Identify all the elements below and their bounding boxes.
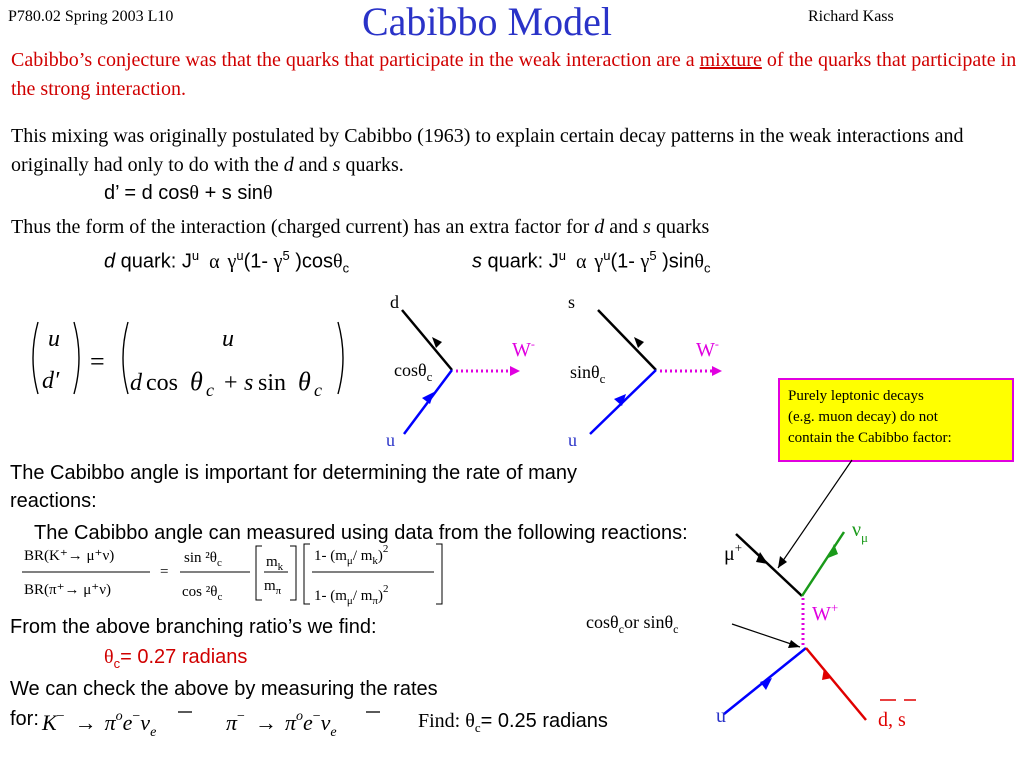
diagram3-ds-label: d, s bbox=[878, 709, 906, 731]
note-pointer-line bbox=[778, 460, 852, 568]
diagram2-top-label: s bbox=[568, 292, 576, 312]
ratio-equals: = bbox=[160, 564, 169, 580]
dprime-expression bbox=[130, 367, 322, 400]
d-quark-current: d quark: $J^u$ α $\gamma^u(1-$ $\gamma^5$ )cosθ$_c$ bbox=[104, 248, 350, 276]
page-title: Cabibbo Model bbox=[362, 0, 612, 44]
check-text-line2: for: bbox=[10, 708, 39, 730]
diagram1-coupling: cosθ$_c$ bbox=[394, 360, 433, 384]
left-vector-close-paren bbox=[74, 322, 79, 394]
mixture-term: mixture bbox=[699, 49, 762, 71]
s-quark-arrow-icon bbox=[634, 337, 644, 348]
diagram2-boson: W- bbox=[696, 337, 719, 361]
svg-text:d: d bbox=[130, 370, 142, 396]
branching-ratio-formula bbox=[20, 540, 460, 610]
vector-u: u bbox=[48, 326, 60, 352]
coupling-pointer-arrow-icon bbox=[788, 640, 800, 648]
intro-paragraph: Cabibbo’s conjecture was that the quarks that participate in the weak interaction are a mixture of the quarks that participate in the strong interaction. bbox=[11, 49, 1017, 100]
w-boson-arrow-icon bbox=[510, 366, 520, 376]
semileptonic-reactions bbox=[40, 700, 400, 750]
vector-dprime: d′ bbox=[42, 368, 60, 394]
neutrino-label: $\nu_\mu$ bbox=[852, 519, 869, 545]
reaction-kaon: $K^- \to \pi^oe^-\nu_e$ bbox=[42, 709, 157, 740]
diagram1-boson: W- bbox=[512, 337, 535, 361]
svg-text:s: s bbox=[244, 370, 254, 396]
w-boson-arrow-2-icon bbox=[712, 366, 722, 376]
svg-text:θ: θ bbox=[298, 367, 311, 396]
form-paragraph: Thus the form of the interaction (charged current) has an extra factor for d and s quarks bbox=[11, 216, 710, 238]
mass-pi: $m_\pi$ bbox=[264, 578, 282, 597]
feynman-diagram-leptonic bbox=[580, 456, 920, 738]
neutrino-line bbox=[802, 532, 844, 596]
s-quark-current: s quark: $J^u$ α $\gamma^u(1-$ $\gamma^5$ )sinθ$_c$ bbox=[472, 248, 711, 276]
phase-space-open-bracket bbox=[304, 544, 310, 604]
muon-line bbox=[736, 534, 802, 596]
reaction-pion: $\pi^- \to \pi^oe^-\nu_e$ bbox=[226, 709, 337, 740]
diagram3-u-label: u bbox=[716, 705, 726, 727]
mixing-paragraph: This mixing was originally postulated by Cabibbo (1963) to explain certain decay patterns in the weak interactions and originally had only to do with the d and s quarks. bbox=[11, 125, 964, 176]
theta-c-result: $\theta_c= 0.27$ radians bbox=[104, 646, 248, 671]
phase-space-denominator: 1- ($m_\mu/$ $m_\pi)^2$ bbox=[314, 583, 389, 607]
phase-space-numerator: 1- ($m_\mu/$ $m_k)^2$ bbox=[314, 543, 389, 567]
svg-text:cos: cos bbox=[146, 370, 178, 396]
cos-squared: $\cos ^2\theta_c$ bbox=[182, 584, 223, 603]
header-course: P780.02 Spring 2003 L10 bbox=[8, 8, 174, 25]
mass-ratio-open-bracket bbox=[256, 546, 262, 600]
find-theta-result: Find: $\theta_c= 0.25$ radians bbox=[418, 710, 608, 735]
measured-text: The Cabibbo angle can measured using data from the following reactions: bbox=[34, 522, 688, 544]
check-text-line1: We can check the above by measuring the rates bbox=[10, 678, 438, 700]
rate-text-line2: reactions: bbox=[10, 490, 97, 512]
diagram2-coupling: sinθ$_c$ bbox=[570, 362, 606, 386]
diagram2-bottom-label: u bbox=[568, 430, 577, 448]
w-plus-label: W+ bbox=[812, 600, 839, 625]
ratio-denominator: BR(π⁺→ μ⁺ν) bbox=[24, 582, 111, 598]
diagram1-bottom-label: u bbox=[386, 430, 395, 448]
neutrino-arrow-icon bbox=[828, 544, 838, 558]
sin-squared: $\sin ^2\theta_c$ bbox=[184, 550, 222, 569]
mass-ratio-close-bracket bbox=[290, 546, 296, 600]
ratio-numerator: BR(K⁺→ μ⁺ν) bbox=[24, 548, 115, 564]
s-quark-line bbox=[598, 310, 656, 370]
diagram1-top-label: d bbox=[390, 292, 399, 312]
rate-text-line1: The Cabibbo angle is important for determining the rate of many bbox=[10, 462, 577, 484]
feynman-diagram-s-quark bbox=[550, 288, 730, 448]
leptonic-decay-note: Purely leptonic decays (e.g. muon decay) do not contain the Cabibbo factor: bbox=[778, 378, 1014, 462]
diagram3-coupling: cosθ$_c$or sinθ$_c$ bbox=[586, 612, 679, 636]
left-vector-open-paren bbox=[33, 322, 38, 394]
svg-text:θ: θ bbox=[190, 367, 203, 396]
feynman-diagram-d-quark bbox=[370, 288, 540, 448]
matrix-equals: = bbox=[90, 347, 105, 376]
svg-text:c: c bbox=[206, 380, 214, 400]
quark-mixing-matrix bbox=[20, 312, 360, 406]
dprime-equation: d’ = d cosθ + s sinθ bbox=[104, 182, 273, 204]
muon-label: μ+ bbox=[724, 540, 743, 565]
right-vector-open-paren bbox=[123, 322, 128, 394]
svg-text:sin: sin bbox=[258, 370, 287, 396]
right-vector-close-paren bbox=[338, 322, 343, 394]
phase-space-close-bracket bbox=[436, 544, 442, 604]
svg-text:c: c bbox=[314, 380, 322, 400]
vector-u-right: u bbox=[222, 326, 234, 352]
svg-text:+: + bbox=[224, 370, 238, 396]
mass-k: $m_k$ bbox=[266, 554, 284, 573]
ds-quark-line bbox=[806, 648, 866, 720]
header-author: Richard Kass bbox=[808, 8, 894, 25]
branching-text: From the above branching ratio’s we find: bbox=[10, 616, 377, 638]
